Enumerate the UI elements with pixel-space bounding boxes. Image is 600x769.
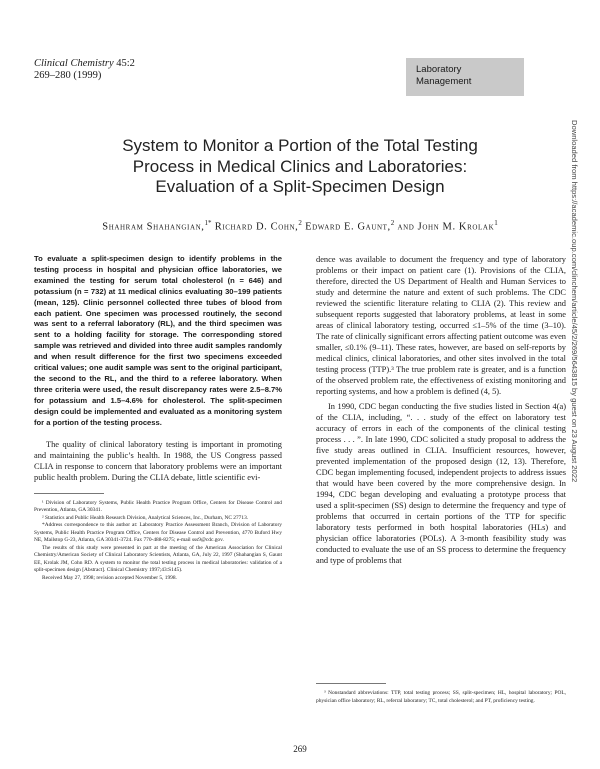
journal-volume: 45:2	[116, 58, 135, 69]
author-affiliation-mark: 1	[494, 219, 498, 227]
page-number: 269	[293, 744, 307, 754]
body-paragraph: In 1990, CDC began conducting the five studies listed in Section 4(a) of the CLIA, including, “. . . study of the effect on laboratory test accuracy of errors in each of the components of the clinical testing process . . . ”. In late 1990, CDC solicited a study proposal to address the five study areas outlined in CLIA. Insufficient resources, however, prevented implementation of the proposed design (12, 13). Therefore, CDC began implementing focused, independent projects to address issues that would have been covered by the more comprehensive design. In 1994, CDC began developing and evaluating a prototype process that used a split-specimen (SS) design to determine the frequency and type of problems that occurred in certain portions of the TTP for specific laboratory tests performed in both hospital laboratories (HLs) and physician office laboratories (POLs). A 3-month feasibility study was conducted to evaluate the use of an SS process to determine the frequency and type of problems that	[316, 402, 566, 565]
author-list	[20, 219, 580, 233]
footnote: ² Statistics and Public Health Research Division, Analytical Sciences, Inc., Durham, NC 27713.	[42, 514, 249, 521]
footnote: ³ Nonstandard abbreviations: TTP, total testing process; SS, split-specimen; HL, hospital laboratory; POL, physician office laboratory; RL, referral laboratory; TC, total cholesterol; and PT, proficiency testing.	[316, 690, 566, 704]
author-affiliation-mark: 2	[390, 219, 395, 227]
footnote: The results of this study were presented in part at the meeting of the American Association for Clinical Chemistry/American Society of Clinical Laboratory Scientists, Atlanta, GA, July 22, 1997 (Shahangian S, Gaunt EE, Krolak JM, Cohn RD. A system to monitor the total testing process in medical laboratories: validation of a split-specimen design [Abstract]. Clinical Chemistry 1997;43:S145).	[34, 544, 282, 573]
title-line: System to Monitor a Portion of the Total Testing	[122, 136, 478, 155]
author-name: Richard D. Cohn,	[211, 221, 299, 233]
footnote: Received May 27, 1998; revision accepted November 5, 1998.	[42, 574, 177, 581]
journal-pages-year: 269–280 (1999)	[34, 70, 102, 81]
footnote: *Address correspondence to this author at: Laboratory Practice Assessment Branch, Division of Laboratory Systems, Public Health Practice Program Office, Centers for Disease Control and Prevention, 4770 Buford Hwy NE, Mailstop G-23, Atlanta, GA 30341-3724. Fax 770-488-8275; e-mail sss9@cdc.gov.	[34, 522, 282, 543]
author-name: and John M. Krolak	[394, 221, 495, 233]
section-label-line: Laboratory	[416, 64, 462, 75]
intro-paragraph: The quality of clinical laboratory testing is important in promoting and maintaining the public’s health. In 1988, the US Congress passed CLIA in response to concern that laboratory problems were an important public health problem. During the CLIA debate, little scientific evi-	[34, 439, 282, 482]
body-paragraph: dence was available to document the frequency and type of laboratory problems or their impact on patient care (1). Provisions of the CLIA, therefore, directed the US Department of Health and Human Services to study and determine the nature and extent of such problems. The CDC reviewed the scientific literature relating to CLIA (2). This review and subsequent reports suggested that laboratory problems, at least in some areas of clinical laboratory testing, occurred ≤1–5% of the time (3–10). The rate of clinically significant errors affecting patient outcome was even smaller, ≤0.1% (9–11). These rates, however, are based on self-reports by medical clinics, clinical laboratories, and other sites involved in the total testing process (TTP).³ The true problem rate is greater, and is a function of the observed problem rate, the effectiveness of existing monitoring and reporting systems, and how a problem is defined (4, 5).	[316, 255, 566, 396]
section-label-line: Management	[416, 76, 472, 87]
author-affiliation-mark: 1*	[204, 219, 212, 227]
author-affiliation-mark: 2	[298, 219, 302, 227]
right-column	[316, 254, 566, 566]
journal-citation	[34, 58, 135, 82]
journal-name: Clinical Chemistry	[34, 58, 114, 69]
author-name: Shahram Shahangian,	[102, 221, 205, 233]
article-title	[20, 136, 580, 198]
title-line: Process in Medical Clinics and Laboratories:	[132, 156, 468, 176]
title-line: Evaluation of a Split-Specimen Design	[155, 177, 445, 196]
section-label	[406, 58, 524, 96]
footnote-divider	[316, 683, 386, 684]
left-column	[34, 254, 282, 582]
download-watermark: Downloaded from https://academic.oup.com/clinchem/article/45/2/269/5643815 by guest on 23 August 2022	[570, 120, 579, 483]
footnote: ¹ Division of Laboratory Systems, Public Health Practice Program Office, Centers for Disease Control and Prevention, Atlanta, GA 30341.	[34, 499, 282, 513]
footnote-divider	[34, 493, 104, 494]
author-name: Edward E. Gaunt,	[301, 221, 391, 233]
abstract: To evaluate a split-specimen design to identify problems in the testing process in hospital and physician office laboratories, we examined the testing for serum total cholesterol (n = 646) and potassium (n = 732) at 11 medical clinics evaluating 30–199 patients (mean, 125). Clinic personnel collected three tubes of blood from each patient. One specimen was processed routinely, the second was sent to a referral laboratory (RL), and the third specimen was sent to a holding facility for storage. The corresponding stored sample was retrieved and divided into three audit samples randomly and when result difference for the first two specimens exceeded critical values; one audit sample was sent to the original participant, the second to the RL, and the third to a referee laboratory. When three criteria were used, the result discrepancy rates were 2.5–8.7% for potassium and 1.5–4.6% for cholesterol. The split-specimen design could be implemented and evaluated as a monitoring system for a portion of the testing process.	[34, 254, 282, 427]
footnote-right-block	[316, 683, 566, 705]
